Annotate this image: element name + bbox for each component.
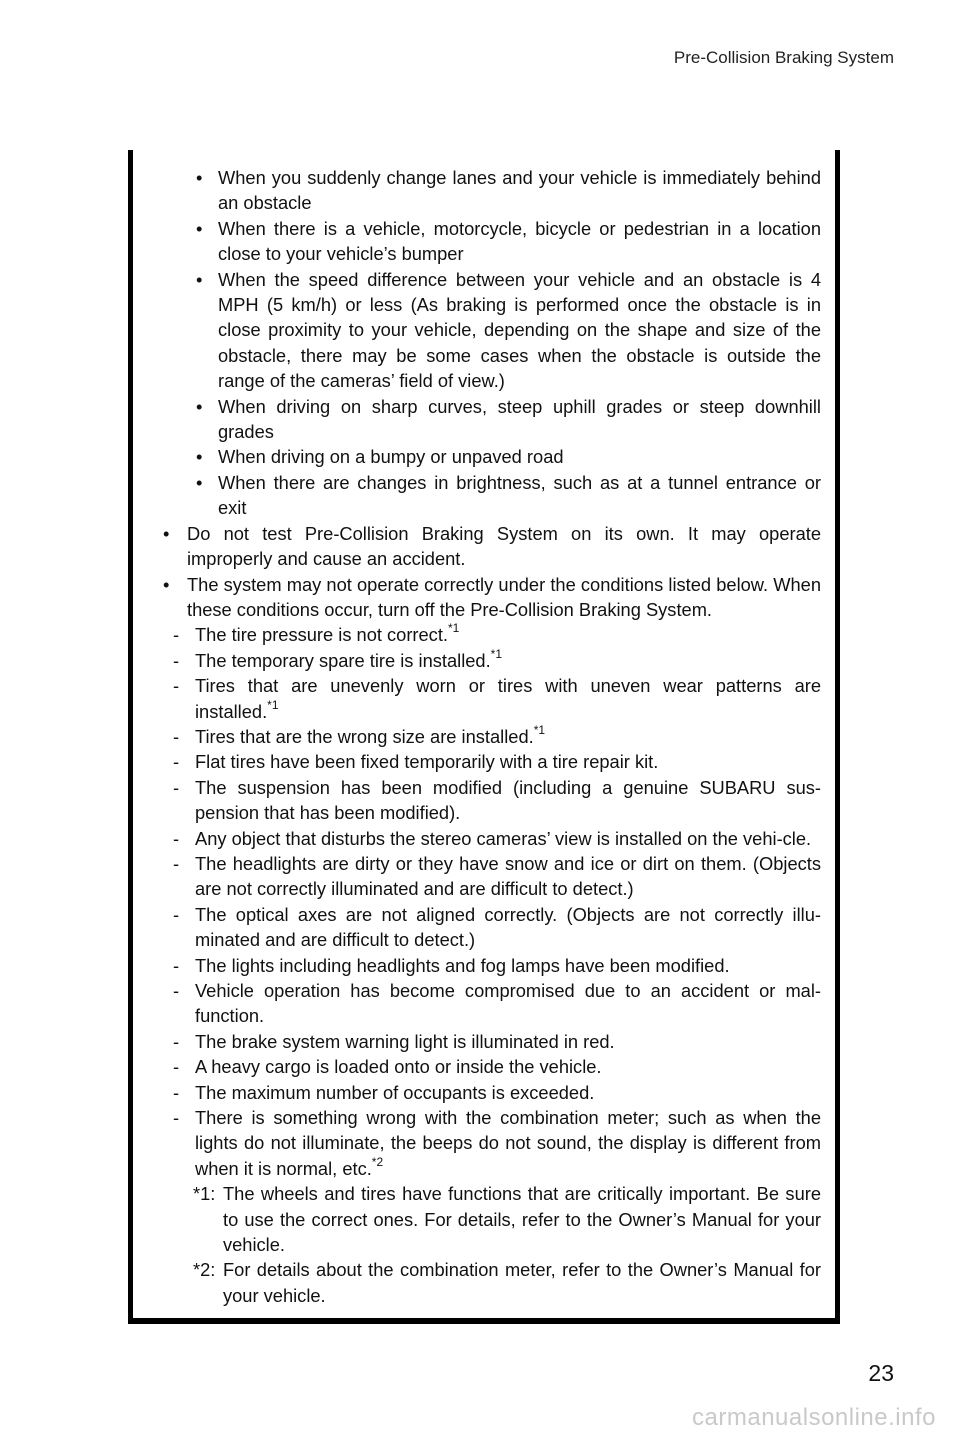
item-text — [195, 749, 821, 774]
dash-marker: - — [173, 675, 180, 697]
item-text — [195, 902, 821, 953]
dash-marker: - — [173, 1081, 180, 1103]
bullet-item — [5, 216, 821, 267]
item-body: Any object that disturbs the stereo cameras’ view is installed on the vehi-cle. — [195, 827, 812, 849]
item-text — [218, 470, 821, 521]
dash-marker: - — [173, 954, 180, 976]
item-text — [218, 165, 821, 216]
dash-marker: - — [173, 624, 180, 646]
item-text — [187, 572, 821, 623]
bullet-icon: • — [196, 268, 203, 290]
item-body: A heavy cargo is loaded onto or inside the vehicle. — [195, 1056, 602, 1078]
footnote-reference: *1 — [533, 722, 546, 737]
item-text — [218, 394, 821, 445]
item-text — [195, 953, 821, 978]
item-body: For details about the combination meter, refer to the Owner’s Manual for your vehicle. — [223, 1259, 821, 1306]
item-text — [195, 648, 821, 673]
dash-marker: - — [173, 776, 180, 798]
dash-marker: - — [173, 725, 180, 747]
item-text — [195, 826, 821, 851]
item-text — [195, 622, 821, 647]
item-body: Tires that are the wrong size are installed. — [195, 725, 534, 747]
page-number: 23 — [868, 1360, 894, 1386]
bullet-icon: • — [196, 446, 203, 468]
item-body: The lights including headlights and fog lamps have been modified. — [195, 954, 730, 976]
condition-item — [5, 673, 821, 724]
condition-item — [5, 851, 821, 902]
dash-marker: - — [173, 751, 180, 773]
footnote-reference: *1 — [490, 646, 503, 661]
bullet-item — [5, 165, 821, 216]
item-body: When the speed difference between your vehicle and an obstacle is 4 MPH (5 km/h) or less (As braking is performed once the obstacle is in close proximity to your vehicle, depending on the shape and size of the obstacle, there may be some cases when the obstacle is outside the range of the cameras’ field of view.) — [218, 268, 821, 392]
item-text — [223, 1181, 821, 1257]
condition-item — [5, 1105, 821, 1181]
item-body: The headlights are dirty or they have snow and ice or dirt on them. (Objects are not correctly illuminated and are difficult to detect.) — [195, 852, 821, 900]
item-body: Flat tires have been fixed temporarily with a tire repair kit. — [195, 751, 659, 773]
item-body: The wheels and tires have functions that are critically important. Be sure to use the correct ones. For details, refer to the Owner’s Manual for your vehicle. — [223, 1183, 821, 1256]
bullet-item — [5, 470, 821, 521]
warning-box — [128, 150, 840, 1324]
item-text — [218, 267, 821, 394]
bullet-item — [5, 444, 821, 469]
item-body: The temporary spare tire is installed. — [195, 649, 491, 671]
item-text — [195, 1054, 821, 1079]
item-body: The suspension has been modified (including a genuine SUBARU sus-pension that has been modified). — [195, 776, 821, 824]
item-body: The tire pressure is not correct. — [195, 624, 448, 646]
dash-marker: - — [173, 903, 180, 925]
condition-item — [5, 749, 821, 774]
bullet-item — [5, 572, 821, 623]
condition-item — [5, 622, 821, 647]
footnote-marker: *2: — [193, 1259, 216, 1281]
running-header: Pre-Collision Braking System — [673, 48, 894, 67]
condition-item — [5, 902, 821, 953]
item-body: The optical axes are not aligned correctly. (Objects are not correctly illu-minated and are difficult to detect.) — [195, 903, 821, 951]
dash-marker: - — [173, 827, 180, 849]
footnote-item — [5, 1181, 821, 1257]
item-text — [195, 851, 821, 902]
item-body: When driving on a bumpy or unpaved road — [218, 446, 564, 468]
item-body: The maximum number of occupants is exceeded. — [195, 1081, 595, 1103]
warning-content — [133, 165, 835, 1308]
bullet-icon: • — [196, 395, 203, 417]
condition-item — [5, 1080, 821, 1105]
item-text — [195, 673, 821, 724]
bullet-icon: • — [196, 471, 203, 493]
item-text — [195, 1029, 821, 1054]
item-body: Tires that are unevenly worn or tires with uneven wear patterns are installed. — [195, 675, 821, 722]
item-body: There is something wrong with the combination meter; such as when the lights do not illuminate, the beeps do not sound, the display is different from when it is normal, etc. — [195, 1107, 821, 1179]
footnote-reference: *2 — [371, 1154, 384, 1169]
item-body: Do not test Pre-Collision Braking System on its own. It may operate improperly and cause an accident. — [187, 522, 821, 570]
dash-marker: - — [173, 852, 180, 874]
footnote-reference: *1 — [447, 621, 460, 636]
item-body: When there is a vehicle, motorcycle, bicycle or pedestrian in a location close to your vehicle’s bumper — [218, 217, 821, 265]
item-text — [218, 216, 821, 267]
item-text — [187, 521, 821, 572]
item-text — [195, 978, 821, 1029]
condition-item — [5, 953, 821, 978]
item-text — [195, 724, 821, 749]
item-text — [218, 444, 821, 469]
dash-marker: - — [173, 980, 180, 1001]
condition-item — [5, 775, 821, 826]
condition-item — [5, 1029, 821, 1054]
condition-item — [5, 978, 821, 1029]
footnote-reference: *1 — [267, 697, 279, 712]
condition-item — [5, 648, 821, 673]
condition-item — [5, 724, 821, 749]
bullet-icon: • — [196, 217, 203, 239]
bullet-item — [5, 521, 821, 572]
item-text — [195, 775, 821, 826]
item-text — [195, 1105, 821, 1181]
item-body: The brake system warning light is illuminated in red. — [195, 1030, 615, 1052]
bullet-icon: • — [196, 167, 203, 188]
condition-item — [5, 826, 821, 851]
item-body: Vehicle operation has become compromised due to an accident or mal-function. — [195, 980, 821, 1027]
item-body: When you suddenly change lanes and your vehicle is immediately behind an obstacle — [218, 167, 821, 214]
bullet-icon: • — [163, 573, 170, 595]
bullet-item — [5, 394, 821, 445]
item-body: When driving on sharp curves, steep uphill grades or steep downhill grades — [218, 395, 821, 443]
footnote-marker: *1: — [193, 1183, 216, 1205]
dash-marker: - — [173, 1107, 180, 1129]
item-body: When there are changes in brightness, such as at a tunnel entrance or exit — [218, 471, 821, 519]
dash-marker: - — [173, 1056, 180, 1078]
item-text — [195, 1080, 821, 1105]
bullet-icon: • — [163, 522, 170, 544]
footnote-item — [5, 1257, 821, 1308]
dash-marker: - — [173, 1030, 180, 1052]
condition-item — [5, 1054, 821, 1079]
bullet-item — [5, 267, 821, 394]
item-body: The system may not operate correctly under the conditions listed below. When these conditions occur, turn off the Pre-Collision Braking System. — [187, 573, 821, 620]
watermark: carmanualsonline.info — [692, 1404, 936, 1431]
item-text — [223, 1257, 821, 1308]
dash-marker: - — [173, 649, 180, 671]
